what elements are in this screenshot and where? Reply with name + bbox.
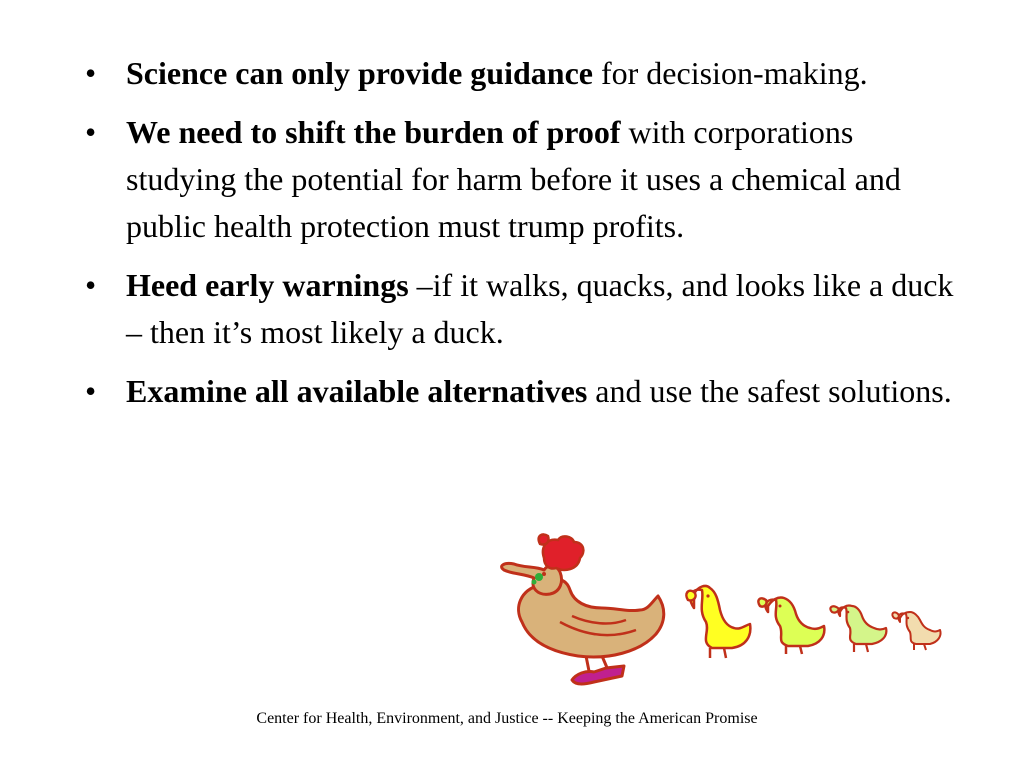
bullet-bold-text: Examine all available alternatives	[126, 373, 588, 409]
bullet-item	[85, 50, 965, 97]
duckling-2	[758, 597, 824, 654]
slide-footer: Center for Health, Environment, and Justice -- Keeping the American Promise	[256, 710, 758, 727]
shoe-icon	[572, 666, 624, 684]
bullet-item	[85, 109, 965, 250]
bullet-item	[85, 262, 965, 356]
mother-duck	[502, 563, 664, 684]
bullet-text: –if it walks, quacks, and looks like a duck – then it’s most likely a duck.	[126, 267, 954, 350]
hat-flower-icon	[535, 573, 543, 581]
bullet-list	[85, 50, 965, 427]
duckling-3	[830, 605, 886, 652]
bullet-bold-text: Heed early warnings	[126, 267, 409, 303]
bullet-text: with corporations studying the potential for harm before it uses a chemical and public health protection must trump profits.	[126, 114, 901, 244]
bullet-marker: •	[85, 267, 97, 303]
duckling-1	[686, 586, 750, 658]
bullet-bold-text: Science can only provide guidance	[126, 55, 593, 91]
bullet-marker: •	[85, 55, 97, 91]
duck-family-illustration	[490, 530, 950, 695]
bullet-text: for decision-making.	[592, 55, 868, 91]
bullet-item	[85, 368, 965, 415]
bullet-marker: •	[85, 373, 97, 409]
bullet-bold-text: We need to shift the burden of proof	[126, 114, 621, 150]
bullet-text: and use the safest solutions.	[587, 373, 952, 409]
bullet-marker: •	[85, 114, 97, 150]
duckling-4	[892, 612, 940, 650]
